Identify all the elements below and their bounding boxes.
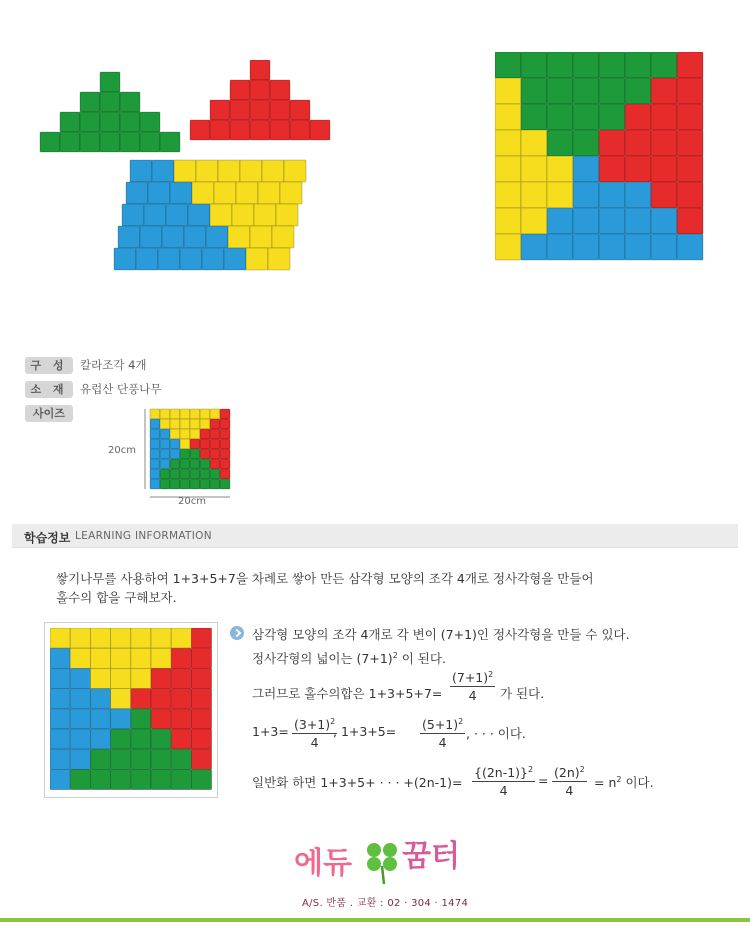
composition-badge: 구 성 — [25, 357, 73, 374]
contact-info: A/S. 반품 . 교환 : 02 · 304 · 1474 — [302, 898, 469, 909]
composition-value: 칼라조각 4개 — [80, 358, 147, 372]
explain-line-3-tail: 가 된다. — [500, 686, 545, 701]
learning-info-header — [12, 524, 738, 548]
explain-line-3-text: 그러므로 홀수의합은 1+3+5+7= — [252, 686, 443, 701]
size-diagram — [140, 405, 240, 505]
fraction-3: $\frac{(3+1)^2}{4}$ — [292, 713, 337, 751]
edu-dream-logo — [290, 828, 470, 888]
learning-figure — [44, 622, 218, 798]
fraction-2n: $\frac{(2n)^2}{4}$ — [552, 761, 587, 799]
section-title-ko: 학습정보 — [24, 531, 71, 545]
clover-icon — [367, 843, 397, 884]
explain-line-5-b: = $n^2$ 이다. — [594, 774, 654, 790]
explain-line-2: 정사각형의 넓이는 $(7+1)^2$ 이 된다. — [252, 650, 446, 666]
footer-divider — [0, 918, 750, 922]
explain-line-4-c: , · · · 이다. — [466, 726, 526, 741]
explain-line-5-eq: = — [538, 773, 549, 788]
fraction-7: $\frac{(7+1)^2}{4}$ — [450, 666, 495, 704]
logo-text-left: 에듀 — [294, 846, 352, 881]
logo-text-right: 꿈터 — [402, 839, 460, 874]
intro-line-1: 쌓기나무를 사용하여 1+3+5+7을 차례로 쌓아 만든 삼각형 모양의 조각 4개로 정사각형을 만들어 — [56, 571, 594, 586]
explain-line-5-a: 일반화 하면 1+3+5+ · · · +(2n-1)= — [252, 775, 463, 790]
triangle-blocks-photo — [20, 60, 340, 300]
size-height-label: 20cm — [108, 445, 136, 456]
explain-line-4-b: , 1+3+5= — [333, 724, 397, 739]
explain-line-4-a: 1+3= — [252, 724, 289, 739]
material-value: 유럽산 단풍나무 — [80, 382, 162, 396]
material-badge: 소 재 — [25, 381, 73, 398]
chevron-right-icon — [230, 626, 244, 640]
size-width-label: 20cm — [178, 496, 206, 507]
assembled-square-photo — [495, 52, 705, 262]
explain-line-1: 삼각형 모양의 조각 4개로 각 변이 (7+1)인 정사각형을 만들 수 있다. — [252, 627, 630, 642]
fraction-5: $\frac{(5+1)^2}{4}$ — [420, 713, 465, 751]
section-title-en: LEARNING INFORMATION — [75, 530, 212, 542]
size-badge: 사이즈 — [25, 405, 73, 422]
fraction-2n-1: $\frac{\{(2n-1)\}^2}{4}$ — [472, 761, 535, 799]
intro-line-2: 홀수의 합을 구해보자. — [56, 590, 177, 605]
